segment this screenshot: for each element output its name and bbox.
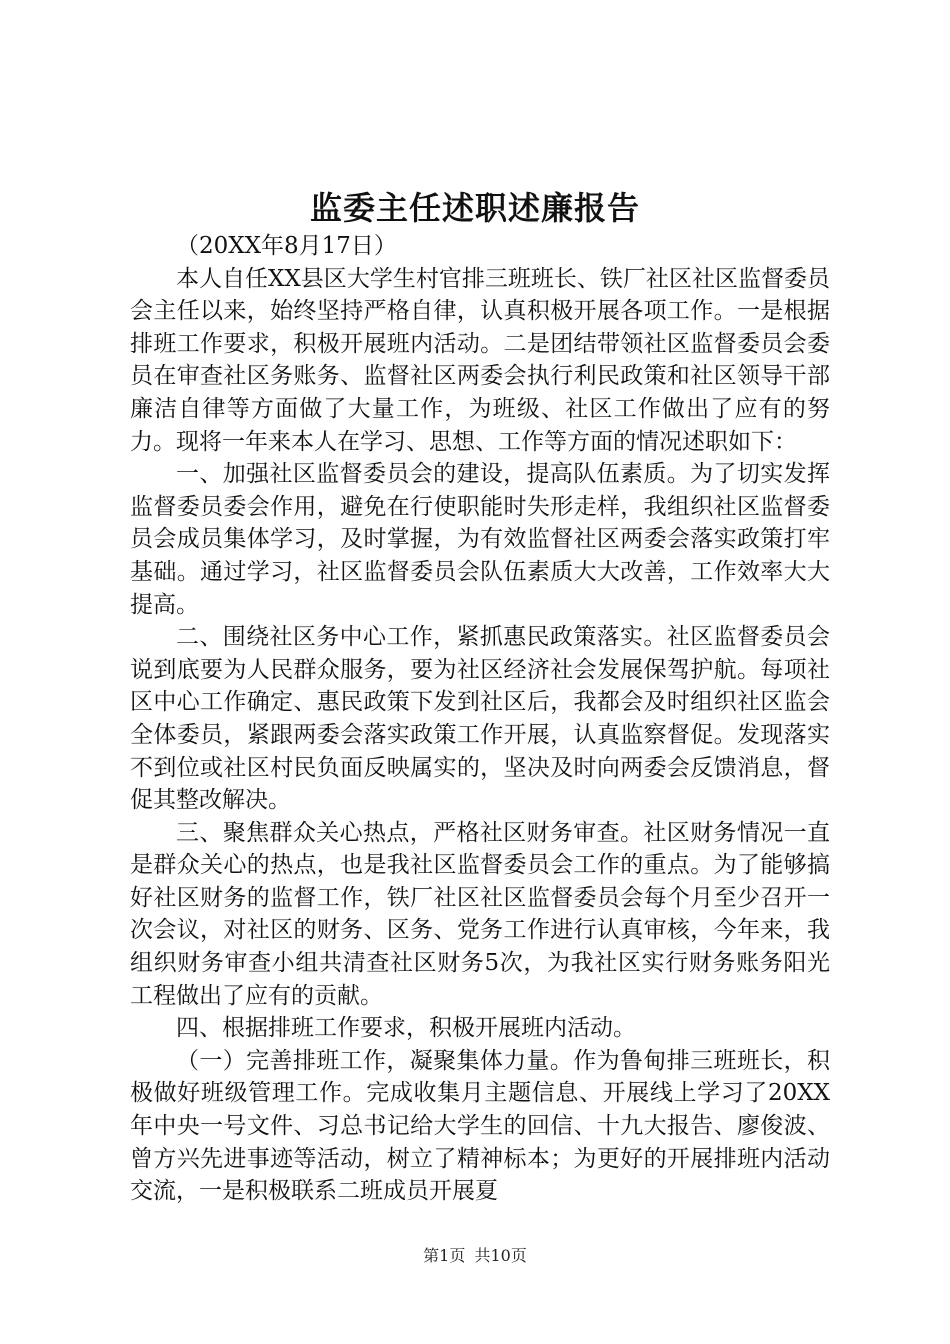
paragraph: 三、聚焦群众关心热点，严格社区财务审查。社区财务情况一直是群众关心的热点，也是我社区监督委员会工作的重点。为了能够搞好社区财务的监督工作，铁厂社区社区监督委员会每个月至少召开一次会议，对社区的财务、区务、党务工作进行认真审核，今年来，我组织财务审查小组共清查社区财务5次，为我社区实行财务账务阳光工程做出了应有的贡献。 <box>130 819 830 1009</box>
page-number: 第1页 <box>423 1246 466 1265</box>
paragraph: 本人自任XX县区大学生村官排三班班长、铁厂社区社区监督委员会主任以来，始终坚持严格自律，认真积极开展各项工作。一是根据排班工作要求，积极开展班内活动。二是团结带领社区监督委员会委员在审查社区务账务、监督社区两委会执行利民政策和社区领导干部廉洁自律等方面做了大量工作，为班级、社区工作做出了应有的努力。现将一年来本人在学习、思想、工作等方面的情况述职如下： <box>130 265 830 455</box>
document-body <box>130 230 830 1208</box>
page-footer <box>0 1244 950 1268</box>
document-title: 监委主任述职述廉报告 <box>309 189 640 227</box>
paragraph: （一）完善排班工作，凝聚集体力量。作为鲁甸排三班班长，积极做好班级管理工作。完成收集月主题信息、开展线上学习了20XX年中央一号文件、习总书记给大学生的回信、十九大报告、廖俊波、曾方兴先进事迹等活动，树立了精神标本；为更好的开展排班内活动交流，一是积极联系二班成员开展夏 <box>130 1047 830 1205</box>
page-total: 共10页 <box>474 1246 527 1265</box>
document-date: （20XX年8月17日） <box>176 233 397 259</box>
paragraph: 四、根据排班工作要求，积极开展班内活动。 <box>176 1015 636 1042</box>
paragraph: 二、围绕社区务中心工作，紧抓惠民政策落实。社区监督委员会说到底要为人民群众服务，要为社区经济社会发展保驾护航。每项社区中心工作确定、惠民政策下发到社区后，我都会及时组织社区监会全体委员，紧跟两委会落实政策工作开展，认真监察督促。发现落实不到位或社区村民负面反映属实的，坚决及时向两委会反馈消息，督促其整改解决。 <box>130 624 830 814</box>
paragraph: 一、加强社区监督委员会的建设，提高队伍素质。为了切实发挥监督委员委会作用，避免在行使职能时失形走样，我组织社区监督委员会成员集体学习，及时掌握，为有效监督社区两委会落实政策打牢基础。通过学习，社区监督委员会队伍素质大大改善，工作效率大大提高。 <box>130 461 830 618</box>
